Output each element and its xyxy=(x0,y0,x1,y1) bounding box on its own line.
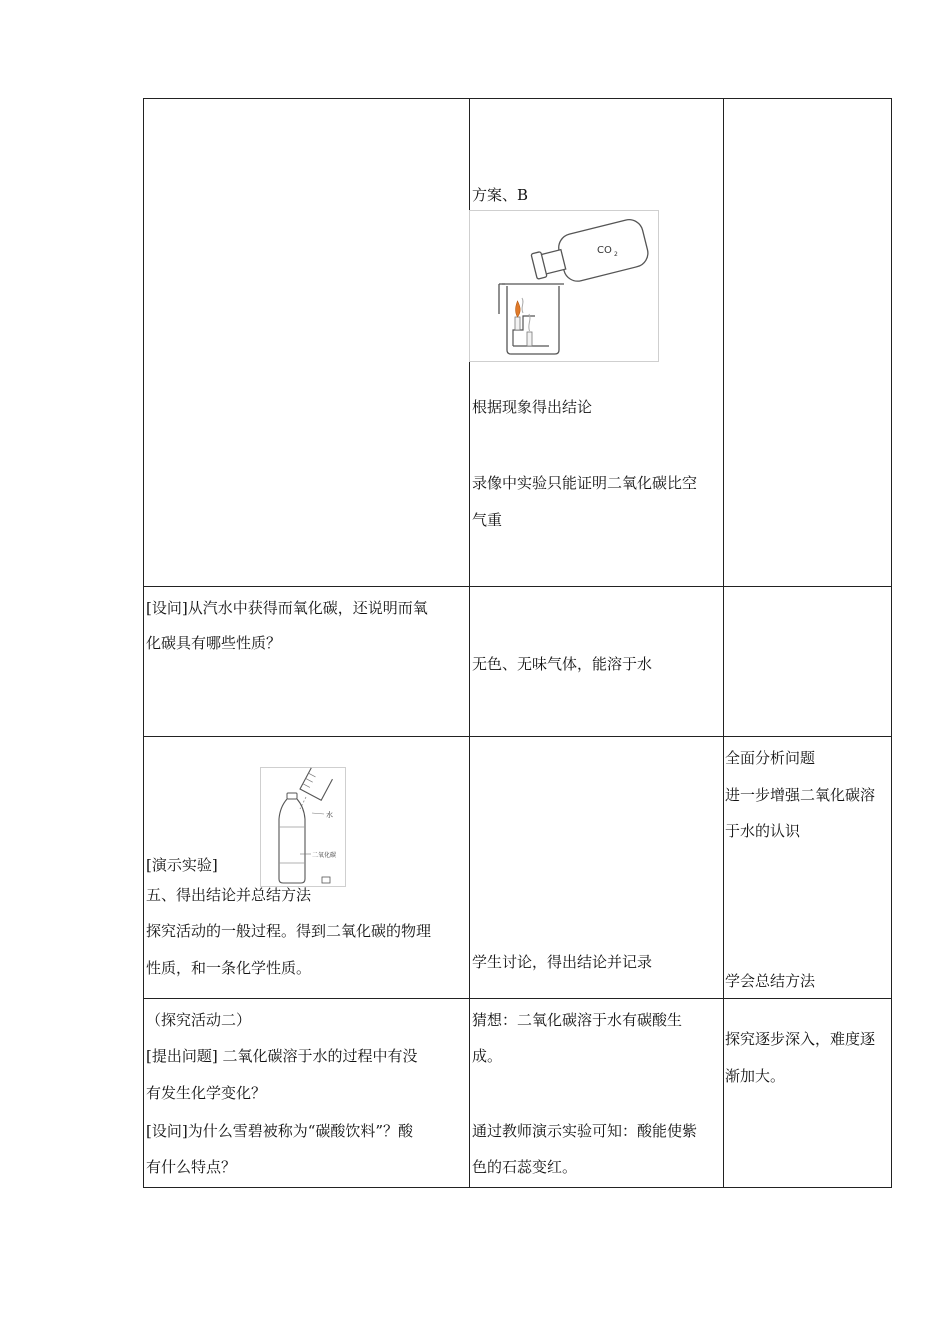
row-divider-2 xyxy=(144,736,891,737)
co2-pouring-experiment-figure xyxy=(469,210,659,362)
intent-line-1: 全面分析问题 xyxy=(725,749,816,767)
raise-question-line-4: 有什么特点？ xyxy=(146,1158,237,1176)
demo-result-line-1: 通过教师演示实验可知：酸能使紫 xyxy=(472,1122,698,1140)
column-divider-2 xyxy=(723,99,724,1187)
conclusion-line-2: 气重 xyxy=(472,511,503,529)
activity-two-title: （探究活动二） xyxy=(146,1011,252,1029)
guess-line-1: 猜想：二氧化碳溶于水有碳酸生 xyxy=(472,1011,683,1029)
bottle-cap-icon xyxy=(287,793,297,799)
row-divider-1 xyxy=(144,586,891,587)
co2-label: CO xyxy=(597,245,612,256)
water-label: 水 xyxy=(326,811,333,819)
co2-pouring-illustration xyxy=(469,210,659,362)
intent-line-4: 学会总结方法 xyxy=(725,972,816,990)
bottle-illustration xyxy=(260,767,346,887)
plan-b-label: 方案、B xyxy=(472,186,529,204)
step-five-heading: 五、得出结论并总结方法 xyxy=(146,886,312,904)
measuring-cup-icon xyxy=(300,768,332,800)
co2-subscript: 2 xyxy=(614,251,618,258)
raise-question-line-3: [设问]为什么雪碧被称为“碳酸饮料”？酸 xyxy=(146,1122,414,1140)
gas-bottle-icon xyxy=(529,217,651,291)
question-line-2: 化碳具有哪些性质？ xyxy=(146,634,282,652)
water-into-bottle-figure xyxy=(260,767,346,887)
student-activity: 学生讨论，得出结论并记录 xyxy=(472,953,653,971)
candle-icon xyxy=(527,332,532,346)
flame-icon xyxy=(516,301,521,317)
row-divider-3 xyxy=(144,998,891,999)
raise-question-line-2: 有发生化学变化？ xyxy=(146,1084,267,1102)
demo-experiment-label: [演示实验] xyxy=(146,856,218,874)
intent-line-2: 进一步增强二氧化碳溶 xyxy=(725,786,876,804)
conclusion-line-1: 录像中实验只能证明二氧化碳比空 xyxy=(472,474,698,492)
plastic-bottle-icon xyxy=(279,799,305,883)
question-line-1: [设问]从汽水中获得而氧化碳，还说明而氧 xyxy=(146,599,428,617)
candle-icon xyxy=(515,317,520,330)
co2-bottle-label: 二氧化碳 xyxy=(312,852,337,859)
summary-line-2: 性质，和一条化学性质。 xyxy=(146,959,312,977)
intent-line-3: 于水的认识 xyxy=(725,822,801,840)
guess-line-2: 成。 xyxy=(472,1047,503,1065)
properties-answer: 无色、无味气体，能溶于水 xyxy=(472,655,653,673)
demo-result-line-2: 色的石蕊变红。 xyxy=(472,1158,578,1176)
conclusion-prompt: 根据现象得出结论 xyxy=(472,398,593,416)
raise-question-line-1: [提出问题] 二氧化碳溶于水的过程中有没 xyxy=(146,1047,418,1065)
summary-line-1: 探究活动的一般过程。得到二氧化碳的物理 xyxy=(146,922,432,940)
intent-row4-line-1: 探究逐步深入，难度逐 xyxy=(725,1030,876,1048)
intent-row4-line-2: 渐加大。 xyxy=(725,1067,786,1085)
